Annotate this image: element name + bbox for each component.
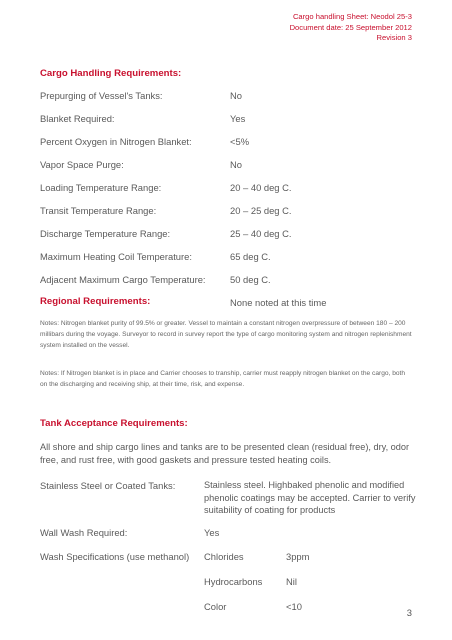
- row-label: Prepurging of Vessel's Tanks:: [40, 90, 163, 101]
- row-label: Blanket Required:: [40, 113, 115, 124]
- regional-heading: Regional Requirements:: [40, 296, 151, 307]
- header-revision: Revision 3: [376, 33, 412, 42]
- row-value: 20 – 40 deg C.: [230, 182, 292, 193]
- row-value: No: [230, 90, 242, 101]
- wash-spec-name: Chlorides: [204, 551, 244, 562]
- row-label: Transit Temperature Range:: [40, 205, 157, 216]
- wash-spec-label: Wash Specifications (use methanol): [40, 551, 190, 562]
- row-value: No: [230, 159, 242, 170]
- regional-value: None noted at this time: [230, 297, 327, 308]
- row-label: Maximum Heating Coil Temperature:: [40, 251, 192, 262]
- stainless-steel-label: Stainless Steel or Coated Tanks:: [40, 480, 176, 491]
- wall-wash-label: Wall Wash Required:: [40, 527, 128, 538]
- tank-acceptance-intro: All shore and ship cargo lines and tanks are to be presented clean (residual free), dry, odor free, and rust free, with good gaskets and pressure tested heating coils.: [40, 442, 410, 465]
- row-label: Loading Temperature Range:: [40, 182, 162, 193]
- tank-acceptance-heading: Tank Acceptance Requirements:: [40, 418, 188, 429]
- row-value: 25 – 40 deg C.: [230, 228, 292, 239]
- header-title: Cargo handling Sheet: Neodol 25-3: [292, 12, 412, 21]
- wall-wash-value: Yes: [204, 527, 220, 538]
- note-transhipment: Notes: If Nitrogen blanket is in place and Carrier chooses to tranship, carrier must reapply nitrogen blanket on the cargo, both on the discharging and receiving ship, at their time, risk, and expense.: [40, 370, 406, 388]
- row-label: Percent Oxygen in Nitrogen Blanket:: [40, 136, 192, 147]
- row-value: 65 deg C.: [230, 251, 271, 262]
- header-date: Document date: 25 September 2012: [289, 22, 412, 32]
- wash-spec-value: 3ppm: [286, 551, 310, 562]
- wash-spec-name: Color: [204, 601, 227, 612]
- row-value: 20 – 25 deg C.: [230, 205, 292, 216]
- row-value: <5%: [230, 136, 250, 147]
- row-value: 50 deg C.: [230, 274, 271, 285]
- row-label: Discharge Temperature Range:: [40, 228, 171, 239]
- page-number: 3: [406, 607, 412, 618]
- wash-spec-name: Hydrocarbons: [204, 576, 263, 587]
- cargo-handling-heading: Cargo Handling Requirements:: [40, 68, 182, 79]
- document-header: [172, 12, 412, 44]
- note-nitrogen-blanket: Notes: Nitrogen blanket purity of 99.5% or greater. Vessel to maintain a constant nitrogen overpressure of between 180 – 200 millibars during the voyage. Surveyor to record in survey report the type of cargo monitoring system and nitrogen replenishment system installed on the vessel.: [40, 320, 412, 349]
- row-label: Vapor Space Purge:: [40, 159, 124, 170]
- row-label: Adjacent Maximum Cargo Temperature:: [40, 274, 206, 285]
- wash-spec-value: Nil: [286, 576, 297, 587]
- wash-spec-value: <10: [286, 601, 302, 612]
- stainless-steel-value: Stainless steel. Highbaked phenolic and modified phenolic coatings may be accepted. Carrier to verify suitability of coating for products: [204, 480, 416, 515]
- row-value: Yes: [230, 113, 246, 124]
